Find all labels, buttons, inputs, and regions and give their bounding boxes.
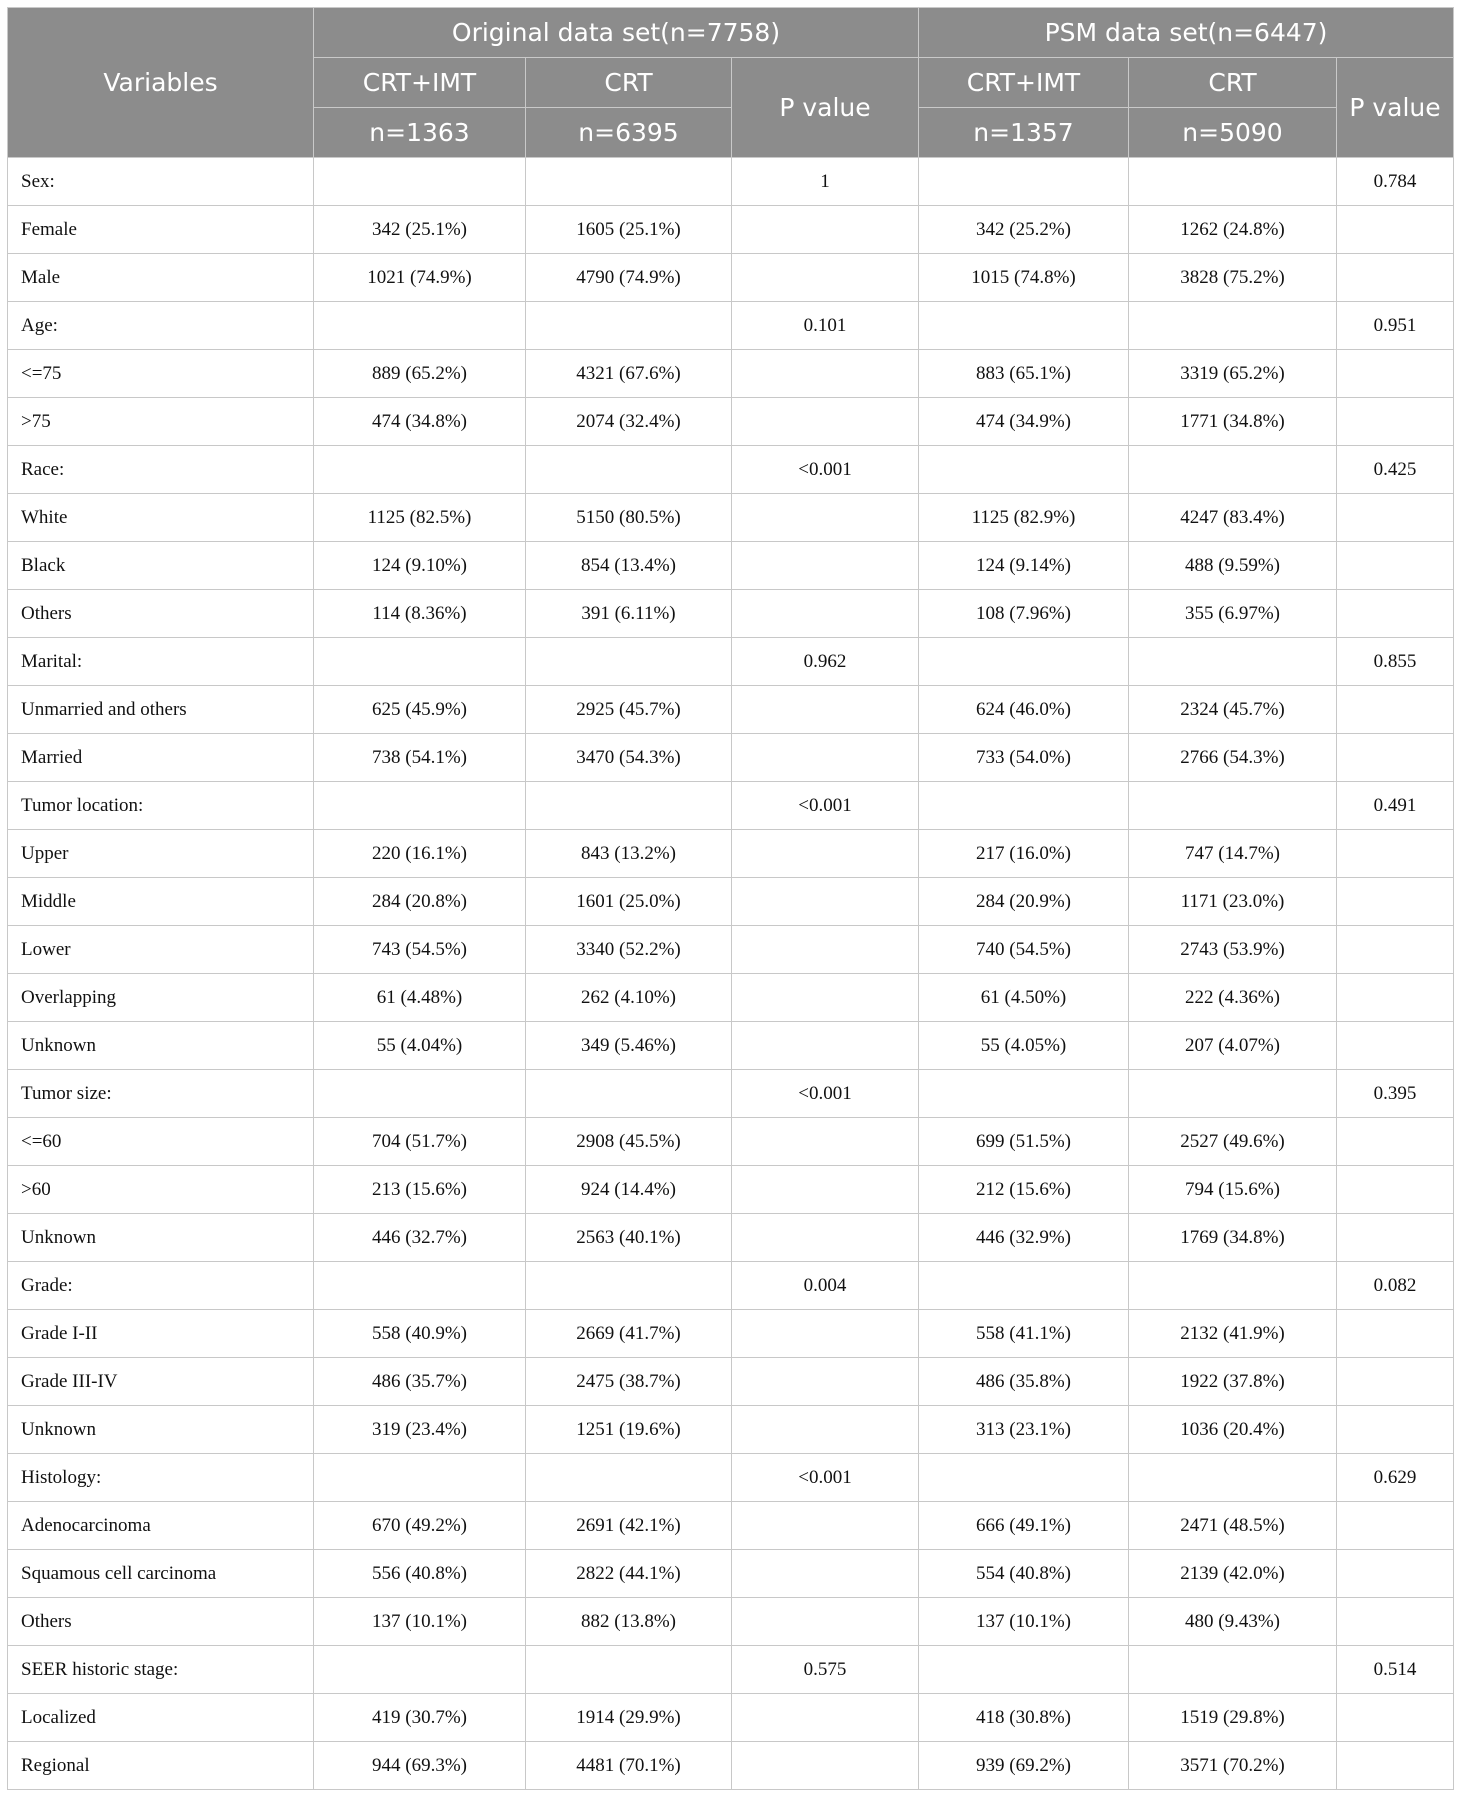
psm-pvalue-cell: 0.784 [1337, 158, 1454, 206]
variable-cell: SEER historic stage: [8, 1646, 314, 1694]
table-row [8, 734, 1454, 782]
table-row [8, 542, 1454, 590]
table-row [8, 350, 1454, 398]
original-pvalue-cell: 0.575 [732, 1646, 919, 1694]
original-pvalue-cell [732, 1550, 919, 1598]
original-crt-cell: 391 (6.11%) [526, 590, 732, 638]
original-crt-cell: 2908 (45.5%) [526, 1118, 732, 1166]
psm-pvalue-cell [1337, 1358, 1454, 1406]
psm-crt-imt-cell: 284 (20.9%) [919, 878, 1129, 926]
original-pvalue-header: P value [732, 58, 919, 158]
psm-crt-cell [1129, 1070, 1337, 1118]
psm-crt-cell: 1171 (23.0%) [1129, 878, 1337, 926]
psm-pvalue-cell [1337, 1550, 1454, 1598]
original-crt-imt-cell: 419 (30.7%) [314, 1694, 526, 1742]
psm-crt-cell [1129, 1262, 1337, 1310]
psm-crt-cell [1129, 446, 1337, 494]
psm-crt-imt-cell: 474 (34.9%) [919, 398, 1129, 446]
variable-cell: Unmarried and others [8, 686, 314, 734]
original-crt-imt-cell: 556 (40.8%) [314, 1550, 526, 1598]
variable-cell: Lower [8, 926, 314, 974]
psm-pvalue-cell: 0.855 [1337, 638, 1454, 686]
original-crt-imt-cell: 61 (4.48%) [314, 974, 526, 1022]
variable-cell: Married [8, 734, 314, 782]
psm-crt-imt-n: n=1357 [919, 108, 1129, 158]
original-pvalue-cell [732, 686, 919, 734]
variable-cell: Female [8, 206, 314, 254]
original-crt-imt-n: n=1363 [314, 108, 526, 158]
psm-crt-imt-cell: 554 (40.8%) [919, 1550, 1129, 1598]
psm-pvalue-cell [1337, 1598, 1454, 1646]
psm-crt-cell: 480 (9.43%) [1129, 1598, 1337, 1646]
psm-crt-cell: 794 (15.6%) [1129, 1166, 1337, 1214]
original-pvalue-cell [732, 494, 919, 542]
original-pvalue-cell: <0.001 [732, 446, 919, 494]
original-crt-cell: 2074 (32.4%) [526, 398, 732, 446]
psm-pvalue-cell [1337, 1214, 1454, 1262]
original-pvalue-cell [732, 206, 919, 254]
original-pvalue-cell [732, 398, 919, 446]
variable-cell: Grade: [8, 1262, 314, 1310]
original-crt-cell: 882 (13.8%) [526, 1598, 732, 1646]
variable-cell: <=75 [8, 350, 314, 398]
psm-crt-imt-cell [919, 1262, 1129, 1310]
psm-crt-imt-cell [919, 302, 1129, 350]
table-row [8, 1598, 1454, 1646]
original-crt-cell: 1914 (29.9%) [526, 1694, 732, 1742]
original-crt-n: n=6395 [526, 108, 732, 158]
original-crt-cell [526, 446, 732, 494]
original-crt-imt-cell [314, 446, 526, 494]
psm-crt-cell [1129, 782, 1337, 830]
variable-cell: >60 [8, 1166, 314, 1214]
psm-crt-imt-cell: 55 (4.05%) [919, 1022, 1129, 1070]
table-row [8, 1166, 1454, 1214]
variable-cell: Sex: [8, 158, 314, 206]
psm-crt-cell: 2471 (48.5%) [1129, 1502, 1337, 1550]
table-row [8, 590, 1454, 638]
table-row [8, 1646, 1454, 1694]
original-crt-cell: 3470 (54.3%) [526, 734, 732, 782]
variable-cell: Black [8, 542, 314, 590]
variables-header: Variables [8, 8, 314, 158]
psm-crt-cell: 1519 (29.8%) [1129, 1694, 1337, 1742]
original-crt-imt-cell: 213 (15.6%) [314, 1166, 526, 1214]
psm-crt-cell: 1922 (37.8%) [1129, 1358, 1337, 1406]
variable-cell: Adenocarcinoma [8, 1502, 314, 1550]
psm-pvalue-cell [1337, 1118, 1454, 1166]
original-crt-header: CRT [526, 58, 732, 108]
table-row [8, 1070, 1454, 1118]
original-pvalue-cell: <0.001 [732, 1454, 919, 1502]
original-crt-imt-cell: 625 (45.9%) [314, 686, 526, 734]
original-pvalue-cell [732, 1742, 919, 1790]
psm-crt-cell [1129, 158, 1337, 206]
original-crt-cell: 924 (14.4%) [526, 1166, 732, 1214]
original-crt-cell: 2691 (42.1%) [526, 1502, 732, 1550]
original-crt-imt-cell: 944 (69.3%) [314, 1742, 526, 1790]
psm-pvalue-cell [1337, 350, 1454, 398]
original-data-set-header: Original data set(n=7758) [314, 8, 919, 58]
psm-pvalue-cell [1337, 1310, 1454, 1358]
original-pvalue-cell: <0.001 [732, 1070, 919, 1118]
variable-cell: Regional [8, 1742, 314, 1790]
psm-crt-cell: 2743 (53.9%) [1129, 926, 1337, 974]
psm-pvalue-cell [1337, 254, 1454, 302]
psm-pvalue-cell: 0.425 [1337, 446, 1454, 494]
table-row [8, 446, 1454, 494]
variable-cell: Histology: [8, 1454, 314, 1502]
original-crt-imt-cell: 889 (65.2%) [314, 350, 526, 398]
psm-crt-imt-cell [919, 158, 1129, 206]
original-crt-imt-cell: 319 (23.4%) [314, 1406, 526, 1454]
original-crt-cell [526, 638, 732, 686]
original-crt-imt-cell [314, 158, 526, 206]
psm-crt-imt-cell: 1125 (82.9%) [919, 494, 1129, 542]
psm-crt-imt-cell: 558 (41.1%) [919, 1310, 1129, 1358]
variable-cell: Overlapping [8, 974, 314, 1022]
variable-cell: Race: [8, 446, 314, 494]
variable-cell: Others [8, 1598, 314, 1646]
original-crt-cell: 5150 (80.5%) [526, 494, 732, 542]
original-crt-cell: 2925 (45.7%) [526, 686, 732, 734]
psm-crt-cell: 747 (14.7%) [1129, 830, 1337, 878]
psm-crt-imt-cell: 313 (23.1%) [919, 1406, 1129, 1454]
psm-crt-cell: 3319 (65.2%) [1129, 350, 1337, 398]
variable-cell: >75 [8, 398, 314, 446]
original-crt-imt-cell: 738 (54.1%) [314, 734, 526, 782]
psm-crt-cell: 488 (9.59%) [1129, 542, 1337, 590]
original-crt-cell [526, 1646, 732, 1694]
psm-crt-header: CRT [1129, 58, 1337, 108]
original-crt-cell: 1605 (25.1%) [526, 206, 732, 254]
original-crt-imt-cell: 446 (32.7%) [314, 1214, 526, 1262]
psm-crt-imt-cell [919, 1070, 1129, 1118]
variable-cell: Squamous cell carcinoma [8, 1550, 314, 1598]
table-body [8, 158, 1454, 1790]
psm-crt-imt-cell: 733 (54.0%) [919, 734, 1129, 782]
psm-pvalue-cell: 0.491 [1337, 782, 1454, 830]
original-pvalue-cell [732, 590, 919, 638]
original-crt-cell: 2822 (44.1%) [526, 1550, 732, 1598]
psm-crt-imt-cell: 212 (15.6%) [919, 1166, 1129, 1214]
original-crt-imt-cell: 743 (54.5%) [314, 926, 526, 974]
table-row [8, 686, 1454, 734]
original-crt-imt-cell [314, 782, 526, 830]
table-row [8, 1406, 1454, 1454]
psm-pvalue-cell [1337, 734, 1454, 782]
table-row [8, 1310, 1454, 1358]
original-crt-imt-cell: 137 (10.1%) [314, 1598, 526, 1646]
original-crt-imt-cell: 558 (40.9%) [314, 1310, 526, 1358]
table-row [8, 494, 1454, 542]
original-pvalue-cell [732, 254, 919, 302]
psm-pvalue-cell [1337, 830, 1454, 878]
original-crt-imt-cell [314, 1262, 526, 1310]
variable-cell: Marital: [8, 638, 314, 686]
original-pvalue-cell [732, 1406, 919, 1454]
original-crt-cell [526, 1454, 732, 1502]
variable-cell: <=60 [8, 1118, 314, 1166]
original-pvalue-cell [732, 734, 919, 782]
original-pvalue-cell [732, 1022, 919, 1070]
table-row [8, 830, 1454, 878]
psm-crt-cell: 2324 (45.7%) [1129, 686, 1337, 734]
original-crt-imt-cell: 670 (49.2%) [314, 1502, 526, 1550]
psm-crt-imt-cell [919, 1454, 1129, 1502]
psm-pvalue-cell [1337, 926, 1454, 974]
psm-pvalue-cell [1337, 590, 1454, 638]
original-pvalue-cell [732, 1214, 919, 1262]
psm-crt-imt-cell [919, 638, 1129, 686]
psm-crt-cell: 1036 (20.4%) [1129, 1406, 1337, 1454]
psm-crt-imt-cell: 137 (10.1%) [919, 1598, 1129, 1646]
original-crt-cell: 854 (13.4%) [526, 542, 732, 590]
table-row [8, 974, 1454, 1022]
original-pvalue-cell [732, 1166, 919, 1214]
original-pvalue-cell [732, 878, 919, 926]
psm-crt-imt-cell [919, 782, 1129, 830]
psm-pvalue-cell [1337, 878, 1454, 926]
psm-crt-imt-cell: 624 (46.0%) [919, 686, 1129, 734]
original-pvalue-cell [732, 1694, 919, 1742]
psm-pvalue-cell [1337, 206, 1454, 254]
variable-cell: Upper [8, 830, 314, 878]
original-crt-imt-cell [314, 638, 526, 686]
psm-pvalue-cell [1337, 542, 1454, 590]
psm-crt-cell: 2139 (42.0%) [1129, 1550, 1337, 1598]
variable-cell: Grade I-II [8, 1310, 314, 1358]
original-crt-imt-cell: 342 (25.1%) [314, 206, 526, 254]
variable-cell: Others [8, 590, 314, 638]
table-row [8, 1742, 1454, 1790]
variable-cell: Unknown [8, 1214, 314, 1262]
psm-pvalue-cell: 0.629 [1337, 1454, 1454, 1502]
psm-crt-cell: 222 (4.36%) [1129, 974, 1337, 1022]
original-crt-imt-cell: 704 (51.7%) [314, 1118, 526, 1166]
psm-crt-imt-cell: 446 (32.9%) [919, 1214, 1129, 1262]
psm-pvalue-cell [1337, 974, 1454, 1022]
original-crt-cell [526, 158, 732, 206]
original-crt-cell [526, 782, 732, 830]
psm-crt-imt-cell: 1015 (74.8%) [919, 254, 1129, 302]
psm-crt-imt-cell: 217 (16.0%) [919, 830, 1129, 878]
psm-data-set-header: PSM data set(n=6447) [919, 8, 1454, 58]
table-row [8, 206, 1454, 254]
original-crt-imt-cell: 220 (16.1%) [314, 830, 526, 878]
psm-crt-imt-cell: 740 (54.5%) [919, 926, 1129, 974]
original-crt-imt-header: CRT+IMT [314, 58, 526, 108]
variable-cell: Localized [8, 1694, 314, 1742]
original-crt-cell: 1601 (25.0%) [526, 878, 732, 926]
psm-crt-imt-cell: 939 (69.2%) [919, 1742, 1129, 1790]
original-pvalue-cell [732, 830, 919, 878]
original-crt-cell: 349 (5.46%) [526, 1022, 732, 1070]
original-pvalue-cell [732, 1502, 919, 1550]
original-pvalue-cell: <0.001 [732, 782, 919, 830]
original-pvalue-cell [732, 542, 919, 590]
psm-crt-cell: 1262 (24.8%) [1129, 206, 1337, 254]
variable-cell: Age: [8, 302, 314, 350]
psm-pvalue-cell: 0.082 [1337, 1262, 1454, 1310]
original-crt-cell: 4481 (70.1%) [526, 1742, 732, 1790]
original-pvalue-cell [732, 926, 919, 974]
psm-crt-imt-cell [919, 1646, 1129, 1694]
original-crt-imt-cell: 284 (20.8%) [314, 878, 526, 926]
variable-cell: Tumor size: [8, 1070, 314, 1118]
psm-crt-cell [1129, 302, 1337, 350]
table-row [8, 926, 1454, 974]
original-crt-cell [526, 1070, 732, 1118]
table-row [8, 638, 1454, 686]
psm-crt-imt-cell: 342 (25.2%) [919, 206, 1129, 254]
table-row [8, 1358, 1454, 1406]
variable-cell: White [8, 494, 314, 542]
psm-pvalue-cell [1337, 494, 1454, 542]
variable-cell: Unknown [8, 1022, 314, 1070]
table-row [8, 1454, 1454, 1502]
psm-crt-imt-cell: 61 (4.50%) [919, 974, 1129, 1022]
table-row [8, 1214, 1454, 1262]
table-row [8, 398, 1454, 446]
psm-pvalue-cell [1337, 1166, 1454, 1214]
original-crt-cell: 3340 (52.2%) [526, 926, 732, 974]
original-pvalue-cell [732, 1358, 919, 1406]
table-row [8, 1118, 1454, 1166]
psm-crt-imt-cell [919, 446, 1129, 494]
original-pvalue-cell: 1 [732, 158, 919, 206]
psm-crt-cell: 2527 (49.6%) [1129, 1118, 1337, 1166]
original-crt-cell: 4790 (74.9%) [526, 254, 732, 302]
psm-pvalue-cell [1337, 1694, 1454, 1742]
original-crt-cell [526, 1262, 732, 1310]
psm-crt-imt-cell: 883 (65.1%) [919, 350, 1129, 398]
original-pvalue-cell: 0.004 [732, 1262, 919, 1310]
variable-cell: Tumor location: [8, 782, 314, 830]
original-crt-imt-cell: 124 (9.10%) [314, 542, 526, 590]
psm-crt-cell: 355 (6.97%) [1129, 590, 1337, 638]
original-pvalue-cell [732, 1118, 919, 1166]
psm-crt-cell: 3828 (75.2%) [1129, 254, 1337, 302]
original-crt-cell: 843 (13.2%) [526, 830, 732, 878]
variable-cell: Male [8, 254, 314, 302]
original-crt-cell: 262 (4.10%) [526, 974, 732, 1022]
variable-cell: Unknown [8, 1406, 314, 1454]
original-crt-imt-cell [314, 302, 526, 350]
psm-crt-n: n=5090 [1129, 108, 1337, 158]
original-crt-imt-cell: 474 (34.8%) [314, 398, 526, 446]
variable-cell: Middle [8, 878, 314, 926]
table-row [8, 1550, 1454, 1598]
table-row [8, 254, 1454, 302]
table-row [8, 878, 1454, 926]
original-crt-cell [526, 302, 732, 350]
original-crt-cell: 2563 (40.1%) [526, 1214, 732, 1262]
psm-pvalue-cell [1337, 1742, 1454, 1790]
psm-pvalue-cell [1337, 1502, 1454, 1550]
table-row [8, 1022, 1454, 1070]
table-row [8, 1262, 1454, 1310]
table-container [7, 7, 1453, 1790]
variable-cell: Grade III-IV [8, 1358, 314, 1406]
psm-crt-cell: 207 (4.07%) [1129, 1022, 1337, 1070]
table-row [8, 782, 1454, 830]
table-row [8, 1502, 1454, 1550]
table-row [8, 1694, 1454, 1742]
psm-crt-cell: 4247 (83.4%) [1129, 494, 1337, 542]
original-pvalue-cell [732, 974, 919, 1022]
original-crt-imt-cell [314, 1454, 526, 1502]
psm-crt-cell: 3571 (70.2%) [1129, 1742, 1337, 1790]
psm-crt-imt-cell: 124 (9.14%) [919, 542, 1129, 590]
original-crt-imt-cell [314, 1646, 526, 1694]
table-row [8, 302, 1454, 350]
psm-crt-cell [1129, 1646, 1337, 1694]
psm-pvalue-cell [1337, 686, 1454, 734]
psm-pvalue-cell: 0.514 [1337, 1646, 1454, 1694]
psm-crt-cell: 1769 (34.8%) [1129, 1214, 1337, 1262]
psm-pvalue-header: P value [1337, 58, 1454, 158]
psm-crt-imt-cell: 108 (7.96%) [919, 590, 1129, 638]
table-row [8, 158, 1454, 206]
psm-pvalue-cell: 0.951 [1337, 302, 1454, 350]
original-crt-imt-cell: 55 (4.04%) [314, 1022, 526, 1070]
original-pvalue-cell [732, 1598, 919, 1646]
psm-pvalue-cell [1337, 398, 1454, 446]
psm-pvalue-cell: 0.395 [1337, 1070, 1454, 1118]
baseline-characteristics-table [7, 7, 1454, 1790]
original-crt-imt-cell: 486 (35.7%) [314, 1358, 526, 1406]
psm-crt-cell: 2132 (41.9%) [1129, 1310, 1337, 1358]
original-crt-cell: 2669 (41.7%) [526, 1310, 732, 1358]
psm-crt-imt-cell: 699 (51.5%) [919, 1118, 1129, 1166]
psm-crt-cell [1129, 1454, 1337, 1502]
original-crt-imt-cell: 1021 (74.9%) [314, 254, 526, 302]
psm-crt-cell [1129, 638, 1337, 686]
psm-pvalue-cell [1337, 1406, 1454, 1454]
psm-crt-imt-cell: 486 (35.8%) [919, 1358, 1129, 1406]
original-pvalue-cell: 0.101 [732, 302, 919, 350]
original-crt-imt-cell: 1125 (82.5%) [314, 494, 526, 542]
psm-crt-cell: 2766 (54.3%) [1129, 734, 1337, 782]
psm-crt-imt-cell: 418 (30.8%) [919, 1694, 1129, 1742]
original-pvalue-cell [732, 350, 919, 398]
psm-crt-cell: 1771 (34.8%) [1129, 398, 1337, 446]
original-pvalue-cell [732, 1310, 919, 1358]
psm-crt-imt-cell: 666 (49.1%) [919, 1502, 1129, 1550]
psm-crt-imt-header: CRT+IMT [919, 58, 1129, 108]
original-crt-imt-cell: 114 (8.36%) [314, 590, 526, 638]
psm-pvalue-cell [1337, 1022, 1454, 1070]
original-pvalue-cell: 0.962 [732, 638, 919, 686]
original-crt-cell: 1251 (19.6%) [526, 1406, 732, 1454]
table-header [8, 8, 1454, 158]
original-crt-cell: 2475 (38.7%) [526, 1358, 732, 1406]
original-crt-cell: 4321 (67.6%) [526, 350, 732, 398]
original-crt-imt-cell [314, 1070, 526, 1118]
